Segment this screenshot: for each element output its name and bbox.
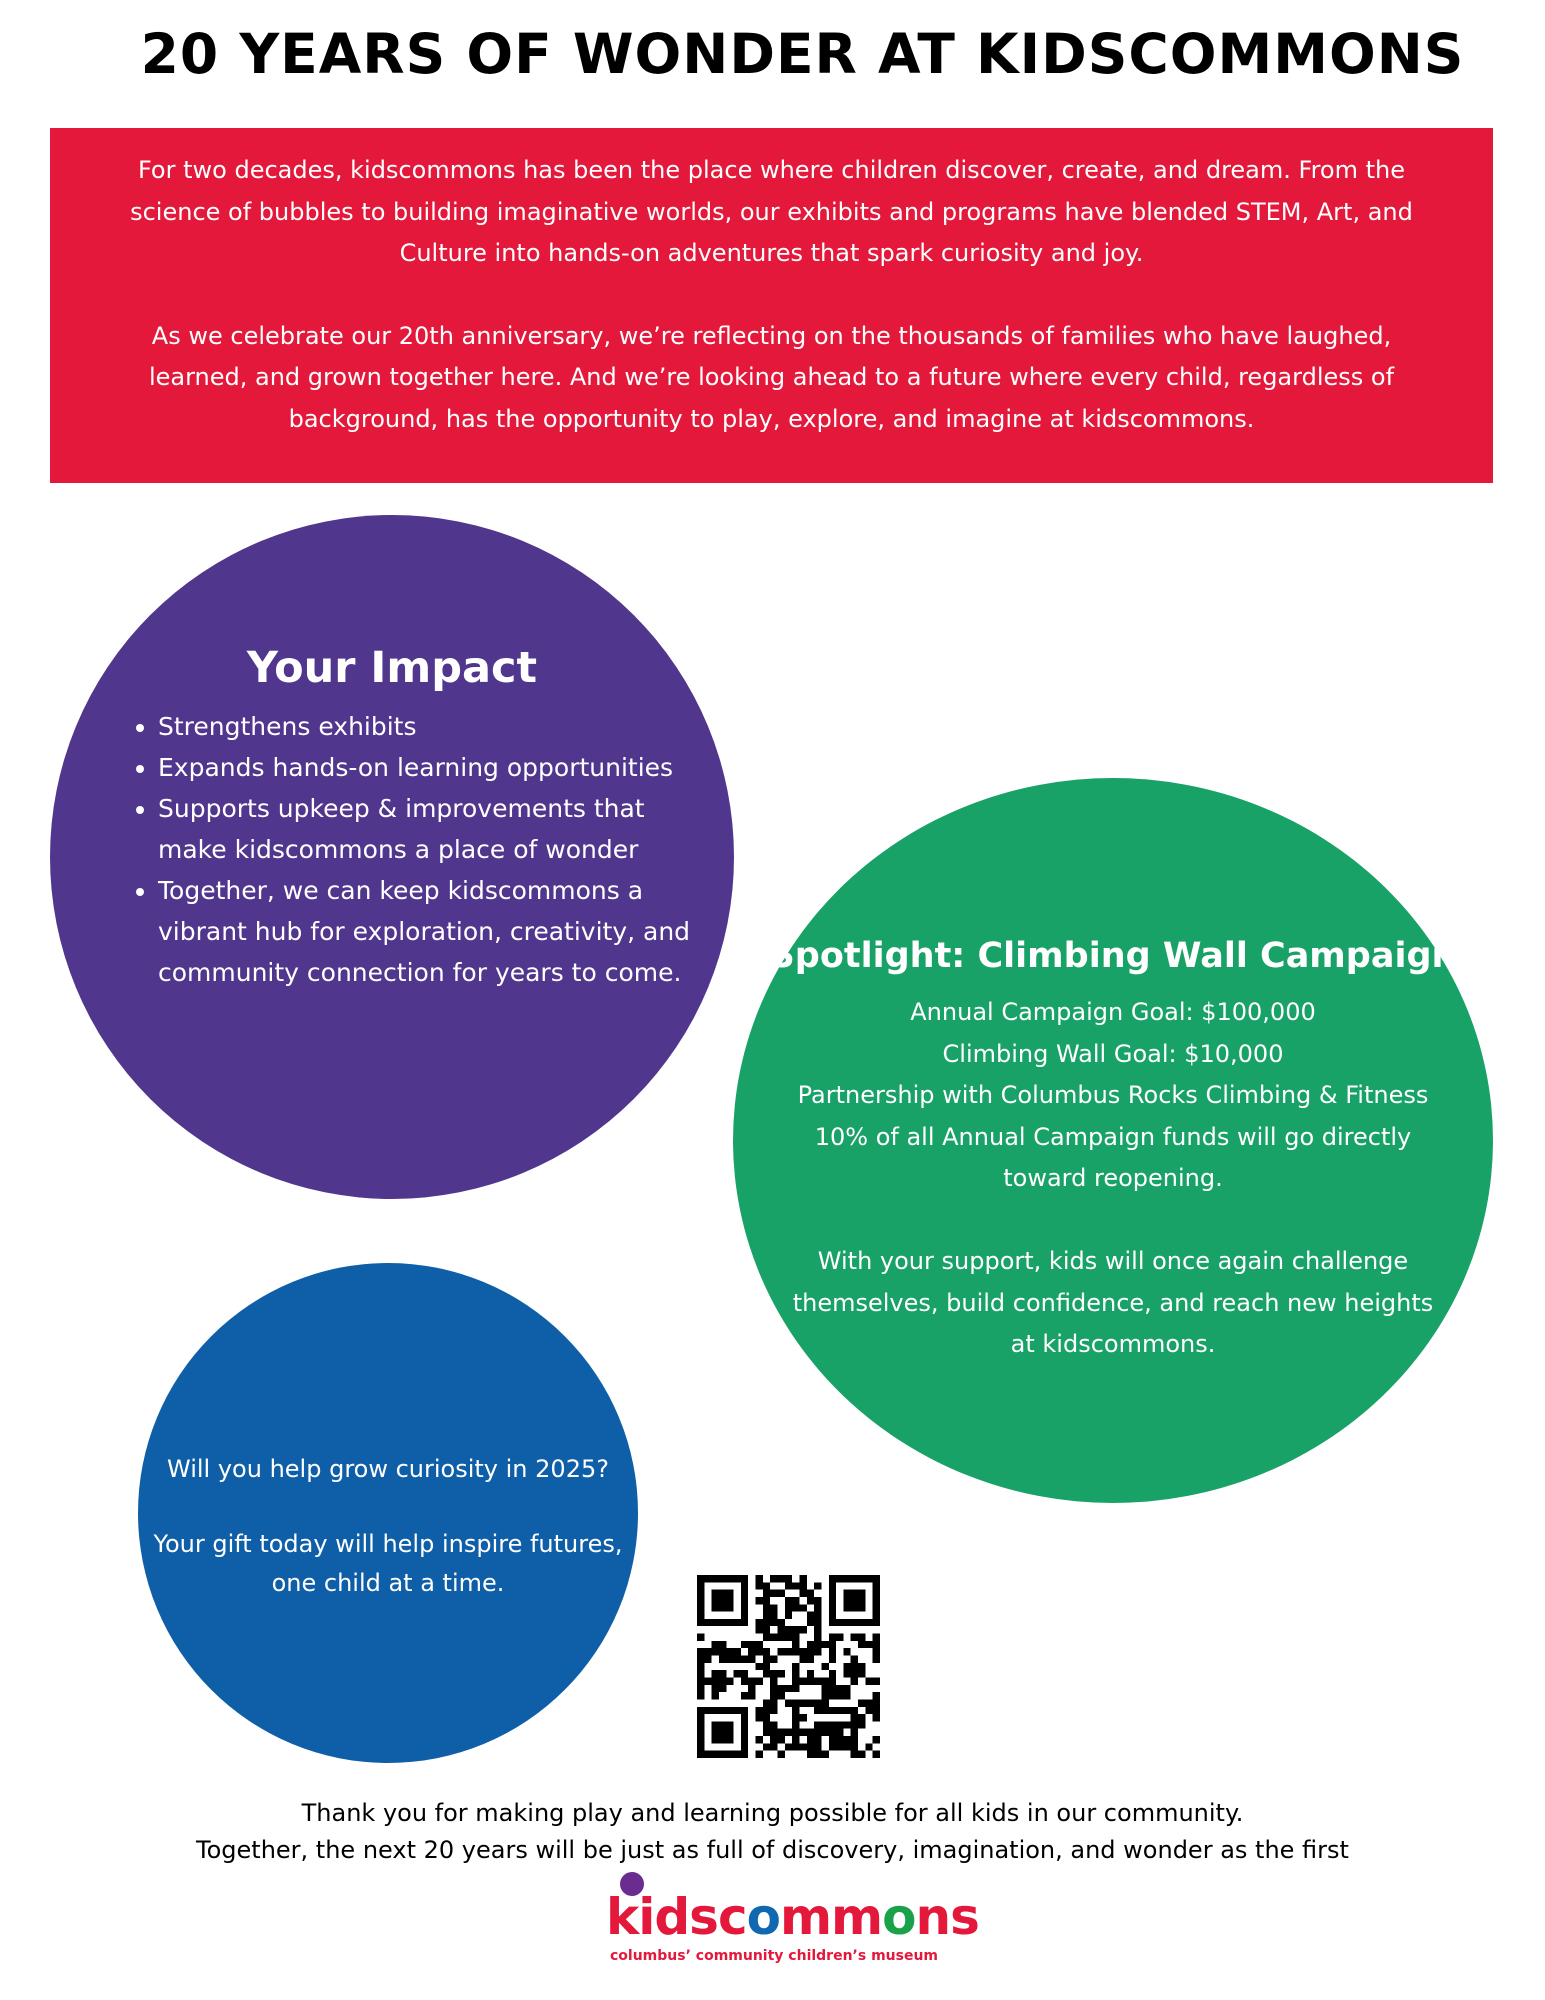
thank-you-message — [0, 1795, 1545, 1869]
qr-code-icon[interactable] — [697, 1575, 880, 1758]
spacer — [778, 1200, 1448, 1242]
kidscommons-logo — [596, 1870, 979, 1964]
spotlight-body — [778, 992, 1448, 1366]
call-to-action-circle — [138, 1263, 638, 1763]
impact-item: • Supports upkeep & improvements that make kidscommons a place of wonder — [158, 788, 698, 870]
annual-goal: Annual Campaign Goal: $100,000 — [910, 998, 1316, 1026]
impact-item: • Expands hands-on learning opportunities — [158, 747, 698, 788]
page-title: 20 YEARS OF WONDER AT KIDSCOMMONS — [140, 22, 1465, 86]
funds-note: 10% of all Annual Campaign funds will go directly toward reopening. — [814, 1122, 1412, 1192]
logo-tagline: columbus’ community children’s museum — [610, 1948, 939, 1964]
gift-note: Your gift today will help inspire futures, one child at a time. — [153, 1530, 623, 1597]
partnership-text: Partnership with Columbus Rocks Climbing & Fitness — [797, 1081, 1429, 1109]
intro-paragraph-1: For two decades, kidscommons has been the place where children discover, create, and dream. From the science of bubbles to building imaginative worlds, our exhibits and programs have blended STEM, Art, and Culture into hands-on adventures that spark curiosity and joy. — [130, 156, 1413, 267]
impact-item: • Together, we can keep kidscommons a vibrant hub for exploration, creativity, and community connection for years to come. — [158, 870, 698, 993]
thank-you-line-2: Together, the next 20 years will be just as full of discovery, imagination, and wonder as the first — [196, 1836, 1349, 1864]
impact-list — [130, 706, 698, 993]
curiosity-question: Will you help grow curiosity in 2025? — [167, 1455, 609, 1483]
spotlight-title: Spotlight: Climbing Wall Campaign — [769, 936, 1457, 976]
impact-title: Your Impact — [246, 643, 538, 693]
logo-wordmark: kidscommons — [606, 1888, 979, 1946]
thank-you-line-1: Thank you for making play and learning possible for all kids in our community. — [301, 1799, 1244, 1827]
impact-circle — [50, 515, 734, 1199]
intro-paragraph-2: As we celebrate our 20th anniversary, we’re reflecting on the thousands of families who have laughed, learned, and grown together here. And we’re looking ahead to a future where every child, regardless of background, has the opportunity to play, explore, and imagine at kidscommons. — [148, 321, 1395, 433]
climbing-wall-goal: Climbing Wall Goal: $10,000 — [942, 1039, 1284, 1068]
support-note: With your support, kids will once again challenge themselves, build confidence, and reach new heights at kidscommons. — [792, 1247, 1434, 1358]
call-to-action-body — [153, 1450, 623, 1603]
spacer — [153, 1489, 623, 1525]
spotlight-circle — [733, 778, 1493, 1503]
intro-banner — [50, 128, 1493, 483]
impact-item: • Strengthens exhibits — [158, 706, 698, 747]
